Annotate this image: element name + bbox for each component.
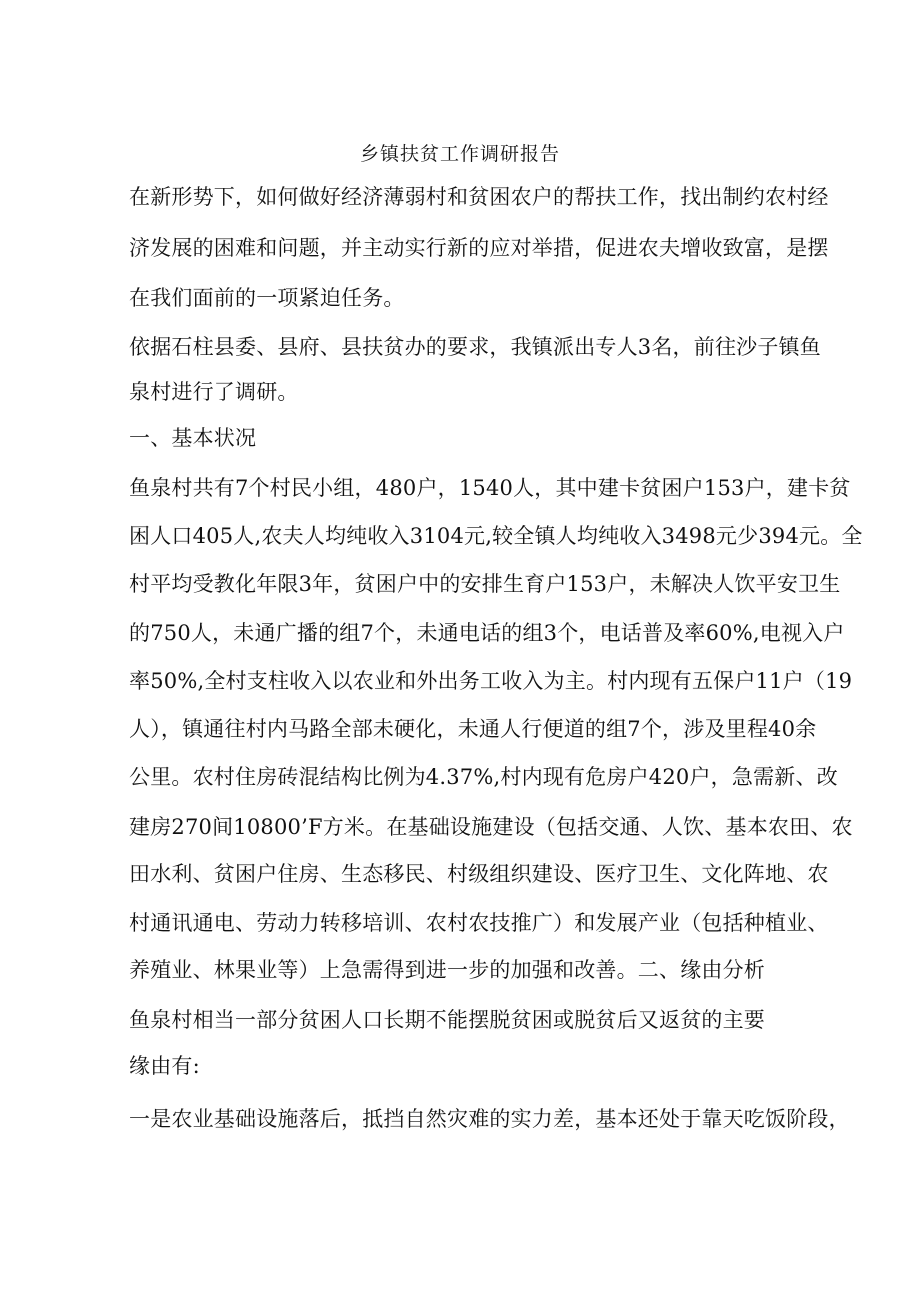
paragraph-line: 村通讯通电、劳动力转移培训、农村农技推广）和发展产业（包括种植业、 xyxy=(129,911,829,935)
paragraph-line: 一是农业基础设施落后，抵挡自然灾难的实力差，基本还处于靠天吃饭阶段， xyxy=(129,1107,850,1131)
section-heading: 一、基本状况 xyxy=(129,426,257,450)
document-title: 乡镇扶贫工作调研报告 xyxy=(359,143,560,165)
paragraph-line: 依据石柱县委、县府、县扶贫办的要求，我镇派出专人3名，前往沙子镇鱼 xyxy=(129,335,821,359)
paragraph-line: 在我们面前的一项紧迫任务。 xyxy=(129,286,405,310)
paragraph-line: 率50%,全村支柱收入以农业和外出务工收入为主。村内现有五保户11户（19 xyxy=(129,669,853,693)
paragraph-line: 鱼泉村相当一部分贫困人口长期不能摆脱贫困或脱贫后又返贫的主要 xyxy=(129,1008,765,1032)
paragraph-line: 建房270间10800’F方米。在基础设施建设（包括交通、人饮、基本农田、农 xyxy=(129,815,853,839)
paragraph-line: 鱼泉村共有7个村民小组，480户，1540人，其中建卡贫困户153户，建卡贫 xyxy=(129,476,851,500)
paragraph-line: 济发展的困难和问题，并主动实行新的应对举措，促进农夫增收致富，是摆 xyxy=(129,236,829,260)
paragraph-line: 泉村进行了调研。 xyxy=(129,380,299,404)
paragraph-line: 在新形势下，如何做好经济薄弱村和贫困农户的帮扶工作，找出制约农村经 xyxy=(129,185,829,209)
paragraph-line: 公里。农村住房砖混结构比例为4.37%,村内现有危房户420户，急需新、改 xyxy=(129,765,838,789)
paragraph-line: 田水利、贫困户住房、生态移民、村级组织建设、医疗卫生、文化阵地、农 xyxy=(129,862,829,886)
paragraph-line: 村平均受教化年限3年，贫困户中的安排生育户153户，未解决人饮平安卫生 xyxy=(129,572,841,596)
paragraph-line: 困人口405人,农夫人均纯收入3104元,较全镇人均纯收入3498元少394元。全 xyxy=(129,524,863,548)
paragraph-line: 的750人，未通广播的组7个，未通电话的组3个，电话普及率60%,电视入户 xyxy=(129,621,845,645)
paragraph-line: 养殖业、林果业等）上急需得到进一步的加强和改善。二、缘由分析 xyxy=(129,958,765,982)
paragraph-line: 人），镇通往村内马路全部未硬化，未通人行便道的组7个，涉及里程40余 xyxy=(129,717,817,741)
paragraph-line: 缘由有: xyxy=(129,1054,200,1078)
